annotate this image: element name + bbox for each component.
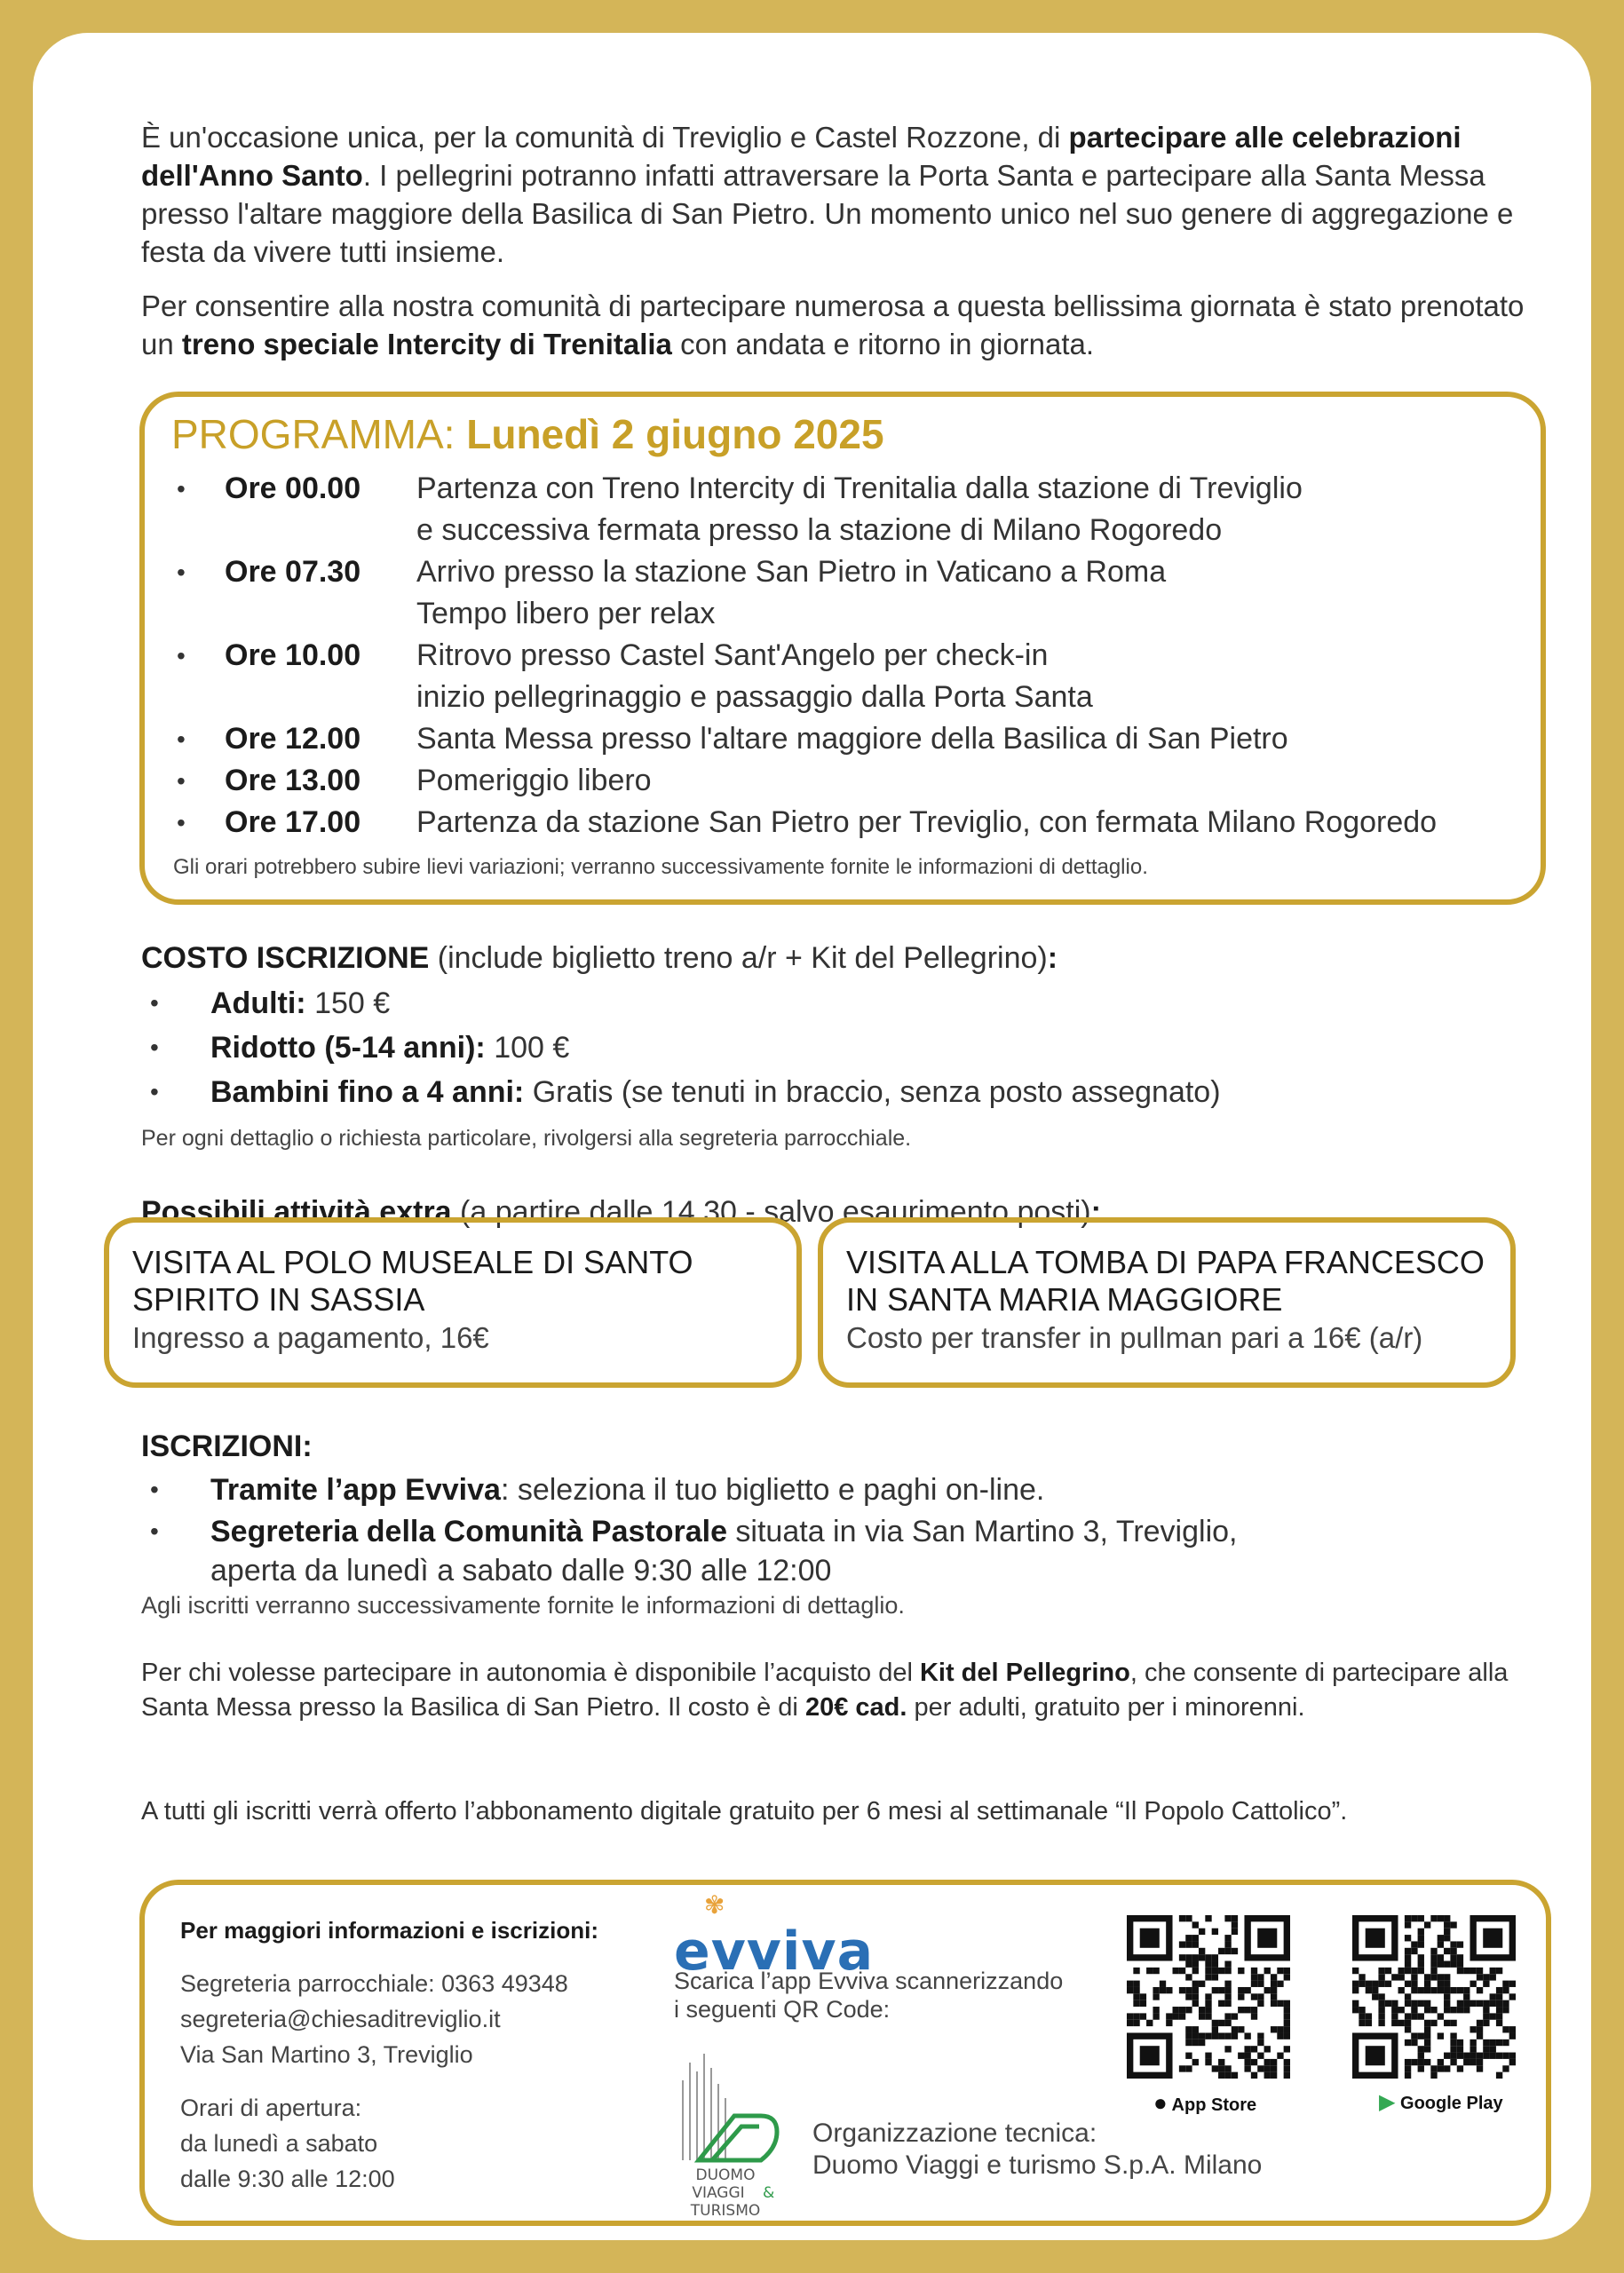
phone-text: Segreteria parrocchiale: 0363 49348 [180, 1970, 568, 1997]
costo-item: • Bambini fino a 4 anni: Gratis (se tenuti in braccio, senza posto assegnato) [141, 1070, 1553, 1114]
bullet-icon: • [150, 1517, 159, 1545]
svg-text:&: & [763, 2184, 775, 2202]
organizzazione-text: Organizzazione tecnica: Duomo Viaggi e turismo S.p.A. Milano [812, 2119, 1263, 2180]
intro-paragraph-1 [141, 118, 1553, 271]
iscrizioni-note: Agli iscritti verranno successivamente fornite le informazioni di dettaglio. [141, 1592, 905, 1619]
intro-bold: treno speciale Intercity di Trenitalia [181, 328, 672, 360]
intro-text: con andata e ritorno in giornata. [671, 328, 1095, 360]
abbonamento-paragraph: A tutti gli iscritti verrà offerto l’abbonamento digitale gratuito per 6 mesi al settimanale “Il Popolo Cattolico”. [141, 1797, 1348, 1826]
address-text: Via San Martino 3, Treviglio [180, 2041, 473, 2068]
intro-text: È un'occasione unica, per la comunità di Treviglio e Castel Rozzone, di [141, 121, 1069, 154]
svg-text:TURISMO: TURISMO [690, 2202, 761, 2220]
iscrizioni-item: • Tramite l’app Evviva: seleziona il tuo biglietto e paghi on-line. [141, 1468, 1553, 1512]
programma-box: PROGRAMMA: Lunedì 2 giugno 2025 • Ore 00.00 Partenza con Treno Intercity di Trenitalia dalla stazione di Treviglio e successiva fermata presso la stazione di Milano Rogoredo • Ore 07.30 Arrivo presso la stazione San Pietro in Vaticano a Roma Tempo libero per relax • Ore 10.00 Ritrovo presso Castel Sant'Angelo per check-in inizio pellegrinaggio e passaggio dalla Porta Santa • Ore 12.00 Santa Messa presso l'altare maggiore della Basilica di San Pietro • Ore 13.00 Pomeriggio libero • Ore 17.00 Partenza da stazione San Pietro per Treviglio, con fermata Milano Rogoredo Gli orari potrebbero subire lievi variazioni; verranno successivamente fornite le informazioni di dettaglio. [139, 392, 1546, 905]
bullet-icon: • [177, 475, 186, 503]
email-link[interactable]: segreteria@chiesaditreviglio.it [180, 2006, 501, 2032]
google-play-badge[interactable]: ▶ Google Play [1379, 2090, 1503, 2114]
intro-paragraph-2 [141, 287, 1553, 363]
extra-box-tomba: VISITA ALLA TOMBA DI PAPA FRANCESCO IN SANTA MARIA MAGGIORE Costo per transfer in pullman pari a 16€ (a/r) [818, 1217, 1516, 1388]
bullet-icon: • [150, 1034, 159, 1061]
info-box [139, 1880, 1551, 2226]
duomo-viaggi-logo [663, 2045, 788, 2222]
svg-text:VIAGGI: VIAGGI [692, 2184, 745, 2202]
qr-code-google-play[interactable] [1352, 1915, 1516, 2079]
programma-note: Gli orari potrebbero subire lievi variazioni; verranno successivamente fornite le informazioni di dettaglio. [173, 855, 1148, 879]
iscrizioni-section [141, 1427, 1553, 1620]
intro-bold: partecipare alle celebrazioni dell'Anno Santo [141, 121, 1462, 192]
iscrizioni-item: • Segreteria della Comunità Pastorale situata in via San Martino 3, Treviglio, aperta da lunedì a sabato dalle 9:30 alle 12:00 [141, 1512, 1553, 1590]
bullet-icon: • [150, 1476, 159, 1503]
kit-paragraph: Per chi volesse partecipare in autonomia è disponibile l’acquisto del Kit del Pellegrino, che consente di partecipare alla Santa Messa presso la Basilica di San Pietro. Il costo è di 20€ cad. per adulti, gratuito per i minorenni. [141, 1659, 1509, 1722]
costo-section [141, 939, 1553, 1153]
google-play-icon: ▶ [1379, 2090, 1396, 2114]
apple-icon: ● [1153, 2089, 1168, 2116]
intro-text: Per consentire alla nostra comunità di partecipare numerosa a questa bellissima giornata è stato prenotato un [141, 289, 1525, 360]
contact-column: Per maggiori informazioni e iscrizioni: Segreteria parrocchiale: 0363 49348 segreteria@chiesaditreviglio.it Via San Martino 3, Treviglio Orari di apertura: da lunedì a sabato dalle 9:30 alle 12:00 [180, 1917, 642, 2197]
programma-title: PROGRAMMA: Lunedì 2 giugno 2025 [171, 411, 884, 457]
iscrizioni-heading: ISCRIZIONI: [141, 1430, 313, 1463]
costo-item: • Ridotto (5-14 anni): 100 € [141, 1026, 1553, 1070]
flyer-page [33, 33, 1591, 2240]
costo-heading: COSTO ISCRIZIONE (include biglietto treno a/r + Kit del Pellegrino): [141, 941, 1058, 975]
app-store-badge[interactable]: ● App Store [1153, 2089, 1257, 2116]
bullet-icon: • [177, 809, 186, 836]
extra-heading: Possibili attività extra (a partire dalle 14.30 - salvo esaurimento posti): [141, 1195, 1101, 1229]
bullet-icon: • [177, 767, 186, 795]
evviva-logo: evviva [674, 1921, 875, 1983]
evviva-caption: Scarica l’app Evviva scannerizzando i seguenti QR Code: [674, 1968, 1064, 2023]
bullet-icon: • [150, 989, 159, 1017]
bullet-icon: • [177, 725, 186, 753]
bullet-icon: • [150, 1078, 159, 1105]
bullet-icon: • [177, 642, 186, 669]
svg-text:DUOMO: DUOMO [695, 2166, 756, 2184]
extra-box-museo: VISITA AL POLO MUSEALE DI SANTO SPIRITO IN SASSIA Ingresso a pagamento, 16€ [104, 1217, 802, 1388]
bullet-icon: • [177, 558, 186, 586]
evviva-flower-icon: ✾ [704, 1891, 725, 1919]
costo-item: • Adulti: 150 € [141, 981, 1553, 1026]
intro-text: . I pellegrini potranno infatti attraversare la Porta Santa e partecipare alla Santa Messa presso l'altare maggiore della Basilica di San Pietro. Un momento unico nel suo genere di aggregazione e festa da vivere tutti insieme. [141, 159, 1514, 268]
costo-note: Per ogni dettaglio o richiesta particolare, rivolgersi alla segreteria parrocchiale. [141, 1126, 912, 1151]
qr-code-app-store[interactable] [1127, 1915, 1290, 2079]
